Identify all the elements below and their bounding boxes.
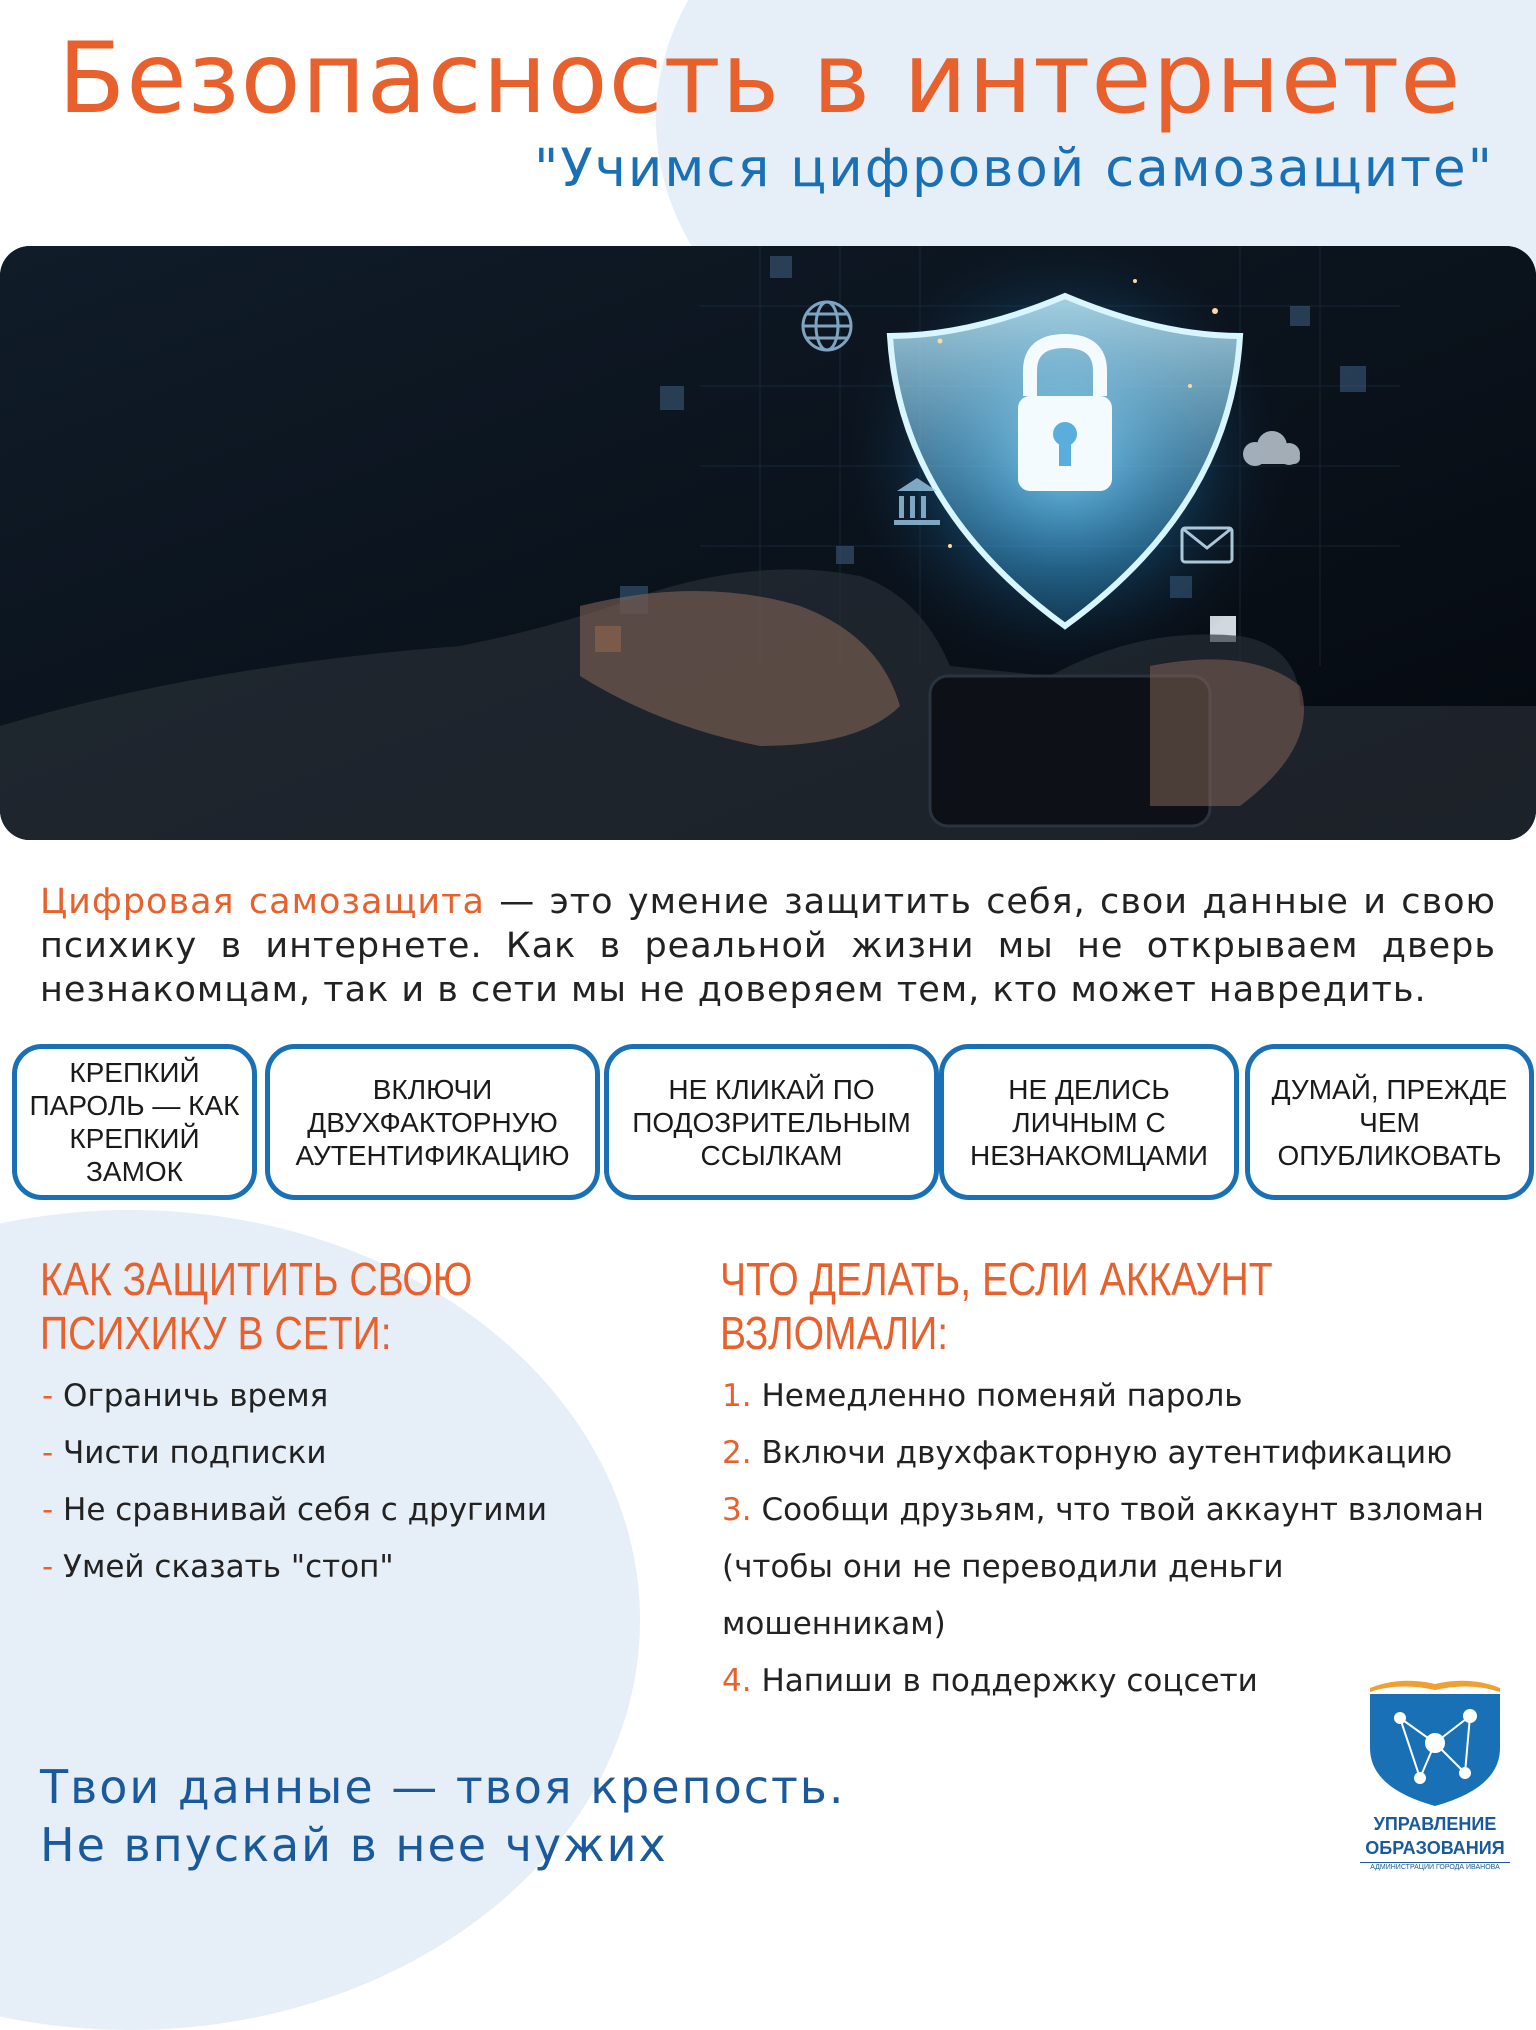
logo-line: ОБРАЗОВАНИЯ [1365, 1838, 1505, 1858]
slogan [40, 1758, 846, 1874]
page-title: Безопасность в интернете [58, 22, 1462, 136]
network-emblem-icon [1360, 1668, 1510, 1808]
tip-card: ВКЛЮЧИ ДВУХФАКТОРНУЮ АУТЕНТИФИКАЦИЮ [265, 1044, 600, 1200]
slogan-line: Твои данные — твоя крепость. [40, 1760, 846, 1814]
psyche-list [42, 1368, 682, 1596]
list-item: 2. Включи двухфакторную аутентификацию [722, 1435, 1453, 1471]
page-subtitle: "Учимся цифровой самозащите" [533, 138, 1494, 199]
list-item: - Умей сказать "стоп" [42, 1549, 394, 1585]
logo-line: УПРАВЛЕНИЕ [1373, 1814, 1497, 1834]
list-item: - Чисти подписки [42, 1435, 327, 1471]
tip-card: НЕ ДЕЛИСЬ ЛИЧНЫМ С НЕЗНАКОМЦАМИ [939, 1044, 1239, 1200]
intro-paragraph [40, 880, 1496, 1012]
tip-card: ДУМАЙ, ПРЕЖДЕ ЧЕМ ОПУБЛИКОВАТЬ [1245, 1044, 1534, 1200]
list-item: - Ограничь время [42, 1378, 329, 1414]
tip-card: КРЕПКИЙ ПАРОЛЬ — КАК КРЕПКИЙ ЗАМОК [12, 1044, 257, 1200]
hacked-list [722, 1368, 1522, 1710]
list-item: 3. Сообщи друзьям, что твой аккаунт взломан (чтобы они не переводили деньги мошенникам) [722, 1492, 1484, 1642]
slogan-line: Не впускай в нее чужих [40, 1818, 668, 1872]
list-item: 4. Напиши в поддержку соцсети [722, 1663, 1258, 1699]
list-item: - Не сравнивай себя с другими [42, 1492, 548, 1528]
hero-image [0, 246, 1536, 840]
hacked-heading: ЧТО ДЕЛАТЬ, ЕСЛИ АККАУНТ ВЗЛОМАЛИ: [720, 1253, 1273, 1359]
intro-text: — это умение защитить себя, свои данные и свою психику в интернете. Как в реальной жизни мы не открываем дверь незнакомцам, так и в сети мы не доверяем тем, кто может навредить. [40, 882, 1496, 1010]
list-item: 1. Немедленно поменяй пароль [722, 1378, 1243, 1414]
logo-subtitle: АДМИНИСТРАЦИИ ГОРОДА ИВАНОВА [1360, 1862, 1510, 1873]
psyche-heading: КАК ЗАЩИТИТЬ СВОЮ ПСИХИКУ В СЕТИ: [40, 1253, 473, 1359]
logo [1360, 1668, 1510, 1873]
tip-card: НЕ КЛИКАЙ ПО ПОДОЗРИТЕЛЬНЫМ ССЫЛКАМ [604, 1044, 939, 1200]
intro-highlight: Цифровая самозащита [40, 882, 486, 922]
